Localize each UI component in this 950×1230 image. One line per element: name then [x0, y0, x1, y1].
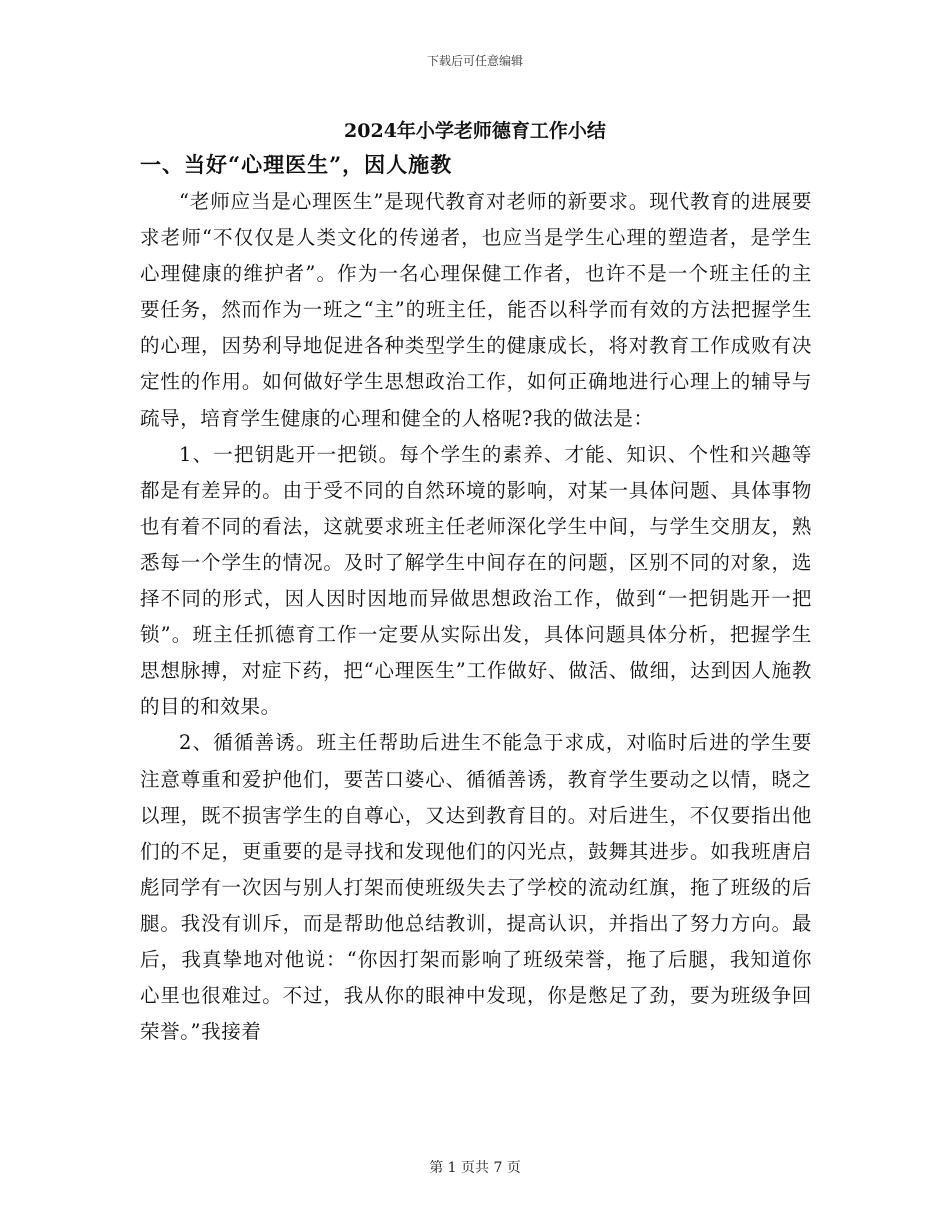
section-heading: 一、当好“心理医生”，因人施教: [140, 152, 453, 177]
page-number: 第 1 页共 7 页: [429, 1160, 521, 1176]
paragraph-point-2: 2、循循善诱。班主任帮助后进生不能急于求成，对临时后进的学生要注意尊重和爱护他们，要苦口婆心、循循善诱，教育学生要动之以情，晓之以理，既不损害学生的自尊心，又达到教育目的。对后进生，不仅要指出他们的不足，更重要的是寻找和发现他们的闪光点，鼓舞其进步。如我班唐启彪同学有一次因与别人打架而使班级失去了学校的流动红旗，拖了班级的后腿。我没有训斥，而是帮助他总结教训，提高认识，并指出了努力方向。最后，我真挚地对他说：“你因打架而影响了班级荣誉，拖了后腿，我知道你心里也很难过。不过，我从你的眼神中发现，你是憋足了劲，要为班级争回荣誉。”我接着: [140, 731, 812, 1044]
paragraph-point-1: 1、一把钥匙开一把锁。每个学生的素养、才能、知识、个性和兴趣等都是有差异的。由于受不同的自然环境的影响，对某一具体问题、具体事物也有着不同的看法，这就要求班主任老师深化学生中间，与学生交朋友，熟悉每一个学生的情况。及时了解学生中间存在的问题，区别不同的对象，选择不同的形式，因人因时因地而异做思想政治工作，做到“一把钥匙开一把锁”。班主任抓德育工作一定要从实际出发，具体问题具体分析，把握学生思想脉搏，对症下药，把“心理医生”工作做好、做活、做细，达到因人施教的目的和效果。: [140, 442, 812, 719]
page-header-note: 下载后可任意编辑: [426, 54, 523, 68]
document-title: 2024年小学老师德育工作小结: [344, 120, 606, 142]
document-body: [140, 184, 812, 1050]
paragraph-intro: “老师应当是心理医生”是现代教育对老师的新要求。现代教育的进展要求老师“不仅仅是人类文化的传递者，也应当是学生心理的塑造者，是学生心理健康的维护者”。作为一名心理保健工作者，也许不是一个班主任的主要任务，然而作为一班之“主”的班主任，能否以科学而有效的方法把握学生的心理，因势利导地促进各种类型学生的健康成长，将对教育工作成败有决定性的作用。如何做好学生思想政治工作，如何正确地进行心理上的辅导与疏导，培育学生健康的心理和健全的人格呢?我的做法是：: [140, 190, 812, 430]
